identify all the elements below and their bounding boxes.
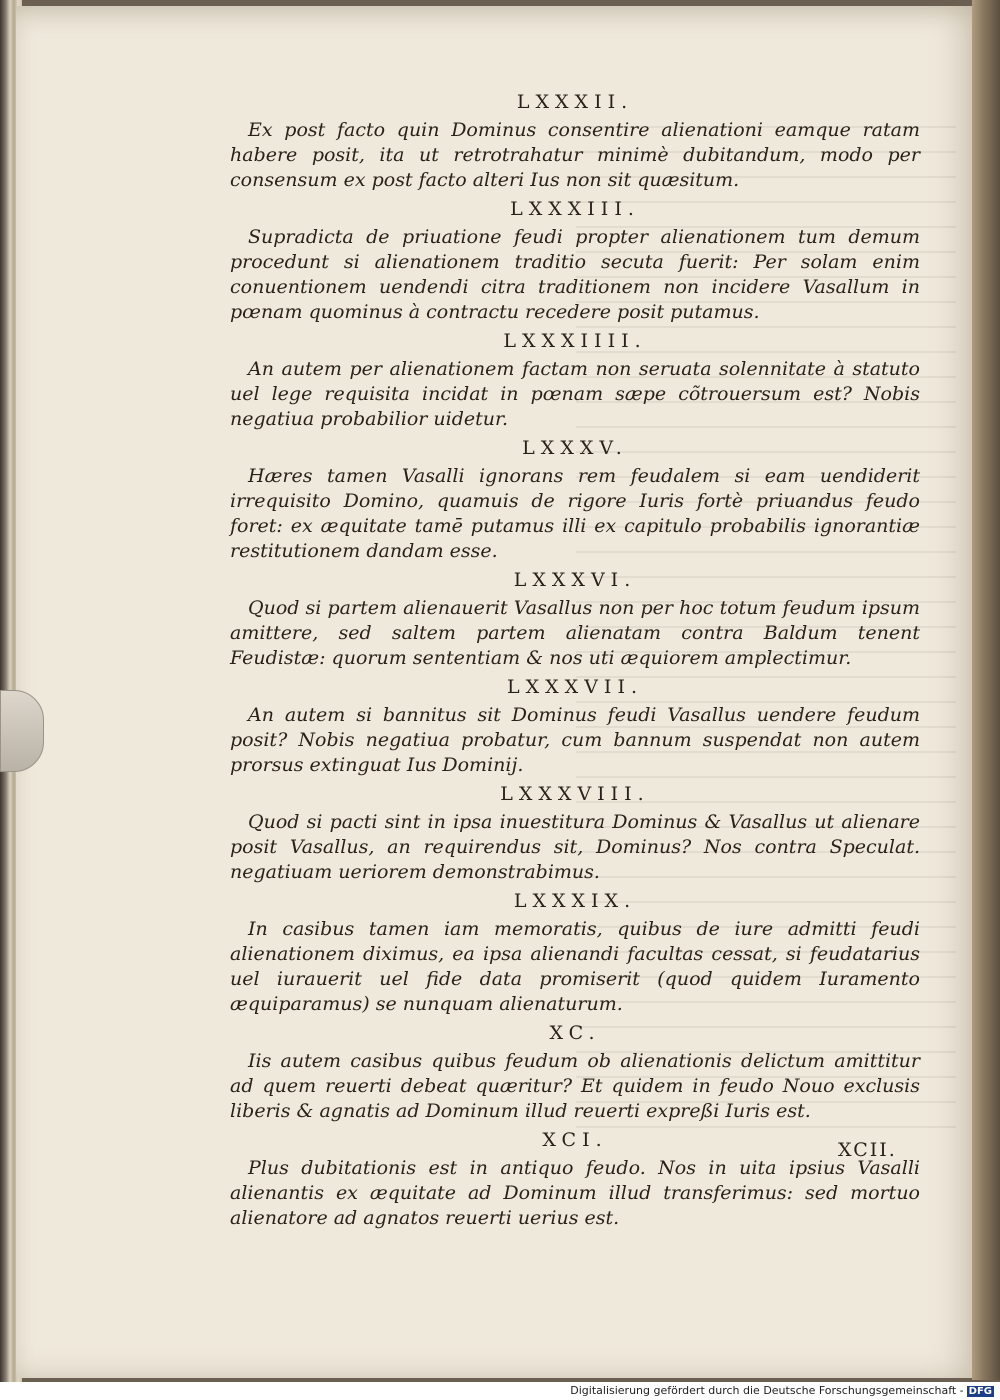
section-number: LXXXV. [522,437,628,459]
section-text: Plus dubitationis est in antiquo feudo. Nos in uita ipsius Vasalli alienantis ex æquitate ad Dominum illud transferimus: sed mortuo alienatore ad agnatos reuerti uerius est. [230,1157,920,1229]
section-text: Quod si pacti sint in ipsa inuestitura Dominus & Vasallus ut alienare posit Vasallus, an requirendus sit, Dominus? Nos contra Speculat. negatiuam ueriorem demonstrabimus. [230,811,920,883]
footer-credit-text: Digitalisierung gefördert durch die Deutsche Forschungsgemeinschaft - [570,1384,964,1397]
footer-credit [570,1384,994,1397]
section-text: Iis autem casibus quibus feudum ob alienationis delictum amittitur ad quem reuerti debeat quæritur? Et quidem in feudo Nouo exclusis liberis & agnatis ad Dominum illud reuerti expreßi Iuris est. [230,1050,920,1122]
book-gutter [972,0,1000,1380]
page-text [230,86,920,1231]
section-text: Hæres tamen Vasalli ignorans rem feudalem si eam uendiderit irrequisito Domino, quamuis de rigore Iuris fortè priuandus feudo foret: ex æquitate tamē putamus illi ex capitulo probabilis ignorantiæ restitutionem dandam esse. [230,465,920,562]
section-number: LXXXVI. [513,569,637,591]
section-number: LXXXIII. [510,198,640,220]
section-number: XCI. [542,1129,608,1151]
section-text: Ex post facto quin Dominus consentire alienationi eamque ratam habere posit, ita ut retrotrahatur minimè dubitandum, modo per consensum ex post facto alteri Ius non sit quæsitum. [230,119,920,191]
section-number: LXXXIX. [513,890,637,912]
section-number: LXXXII. [516,91,634,113]
section-text: Supradicta de priuatione feudi propter alienationem tum demum procedunt si alienationem traditio secuta fuerit: Per solam enim conuentionem uendendi citra traditionem non incidere Vasallum in pœnam quominus à contractu recedere posit putamus. [230,226,920,323]
section-number: LXXXIIII. [503,330,647,352]
section-number: LXXXVIII. [500,783,650,805]
section-number: LXXXVII. [507,676,643,698]
catchword: XCII. [838,1139,897,1161]
section-text: An autem si bannitus sit Dominus feudi Vasallus uendere feudum posit? Nobis negatiua probatur, cum bannum suspendat non autem prorsus extinguat Ius Dominij. [230,704,920,776]
page-clip-tab [0,690,44,772]
section-text: In casibus tamen iam memoratis, quibus de iure admitti feudi alienationem diximus, ea ipsa alienandi facultas cessat, si feudatarius uel iurauerit uel fide data promiserit (quod quidem Iuramento æquiparamus) se nunquam alienaturum. [230,918,920,1015]
section-text: An autem per alienationem factam non seruata solennitate à statuto uel lege requisita incidat in pœnam sæpe cõtrouersum est? Nobis negatiua probabilior uidetur. [230,358,920,430]
dfg-logo: DFG [968,1386,992,1397]
section-text: Quod si partem alienauerit Vasallus non per hoc totum feudum ipsum amittere, sed saltem partem alienatam contra Baldum tenent Feudistæ: quorum sententiam & nos uti æquiorem amplectimur. [230,597,920,669]
section-number: XC. [549,1022,601,1044]
